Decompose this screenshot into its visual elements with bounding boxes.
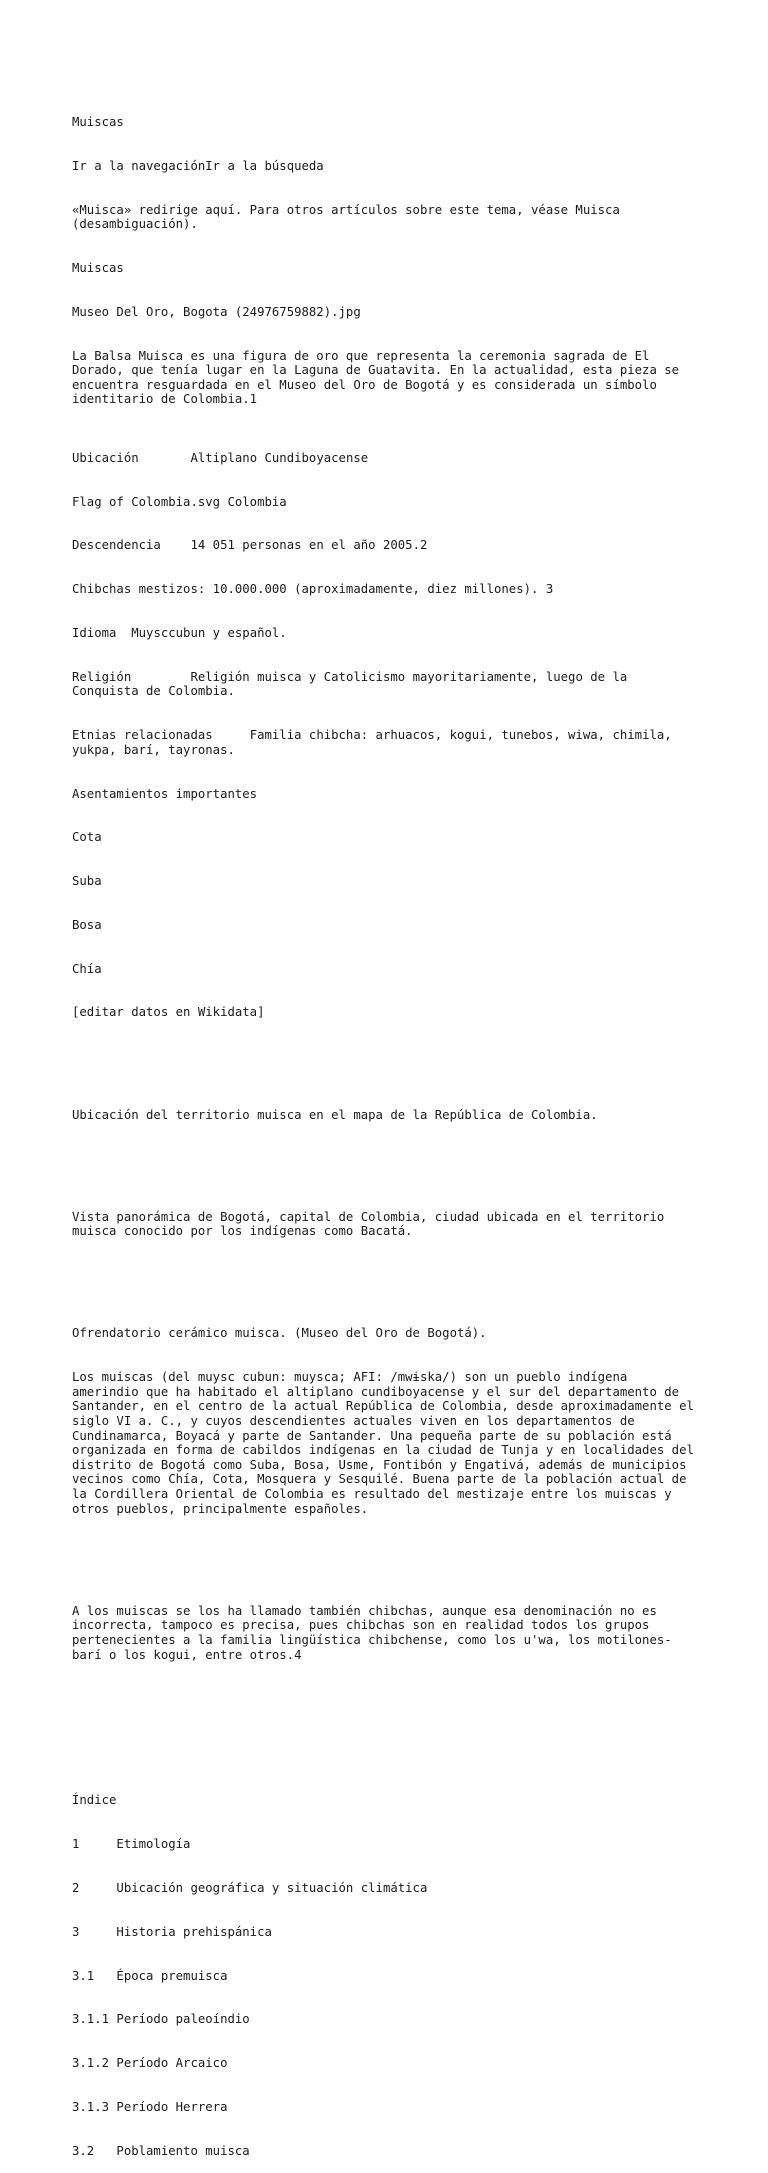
caption-map: Ubicación del territorio muisca en el mapa de la República de Colombia.: [72, 1107, 598, 1122]
toc-item[interactable]: 3.2 Poblamiento muisca: [72, 2143, 250, 2158]
toc-item[interactable]: 2 Ubicación geográfica y situación climática: [72, 1881, 428, 1896]
infobox-religion: Religión Religión muisca y Catolicismo mayoritariamente, luego de la Conquista de Colombia.: [72, 669, 635, 699]
settlement-item: Bosa: [72, 917, 102, 932]
infobox-asentamientos-label: Asentamientos importantes: [72, 786, 258, 801]
caption-bogota: Vista panorámica de Bogotá, capital de Colombia, ciudad ubicada en el territorio muisca conocido por los indígenas como Bacatá.: [72, 1209, 672, 1239]
toc-item[interactable]: 3.1 Época premuisca: [72, 1968, 228, 1983]
infobox-ubicacion: Ubicación Altiplano Cundiboyacense: [72, 450, 369, 465]
skip-links[interactable]: Ir a la navegaciónIr a la búsqueda: [72, 158, 324, 173]
image-caption: La Balsa Muisca es una figura de oro que representa la ceremonia sagrada de El Dorado, que tenía lugar en la Laguna de Guatavita. En la actualidad, esta pieza se encuentra resguardada en el Museo del Oro de Bogotá y es considerada un símbolo identitario de Colombia.1: [72, 348, 687, 407]
settlement-item: Cota: [72, 830, 102, 845]
toc-item[interactable]: 3.1.2 Período Arcaico: [72, 2056, 228, 2071]
infobox-title: Muiscas: [72, 261, 124, 276]
infobox-flag: Flag of Colombia.svg Colombia: [72, 494, 287, 509]
infobox-etnias: Etnias relacionadas Familia chibcha: arhuacos, kogui, tunebos, wiwa, chimila, yukpa, barí, tayronas.: [72, 728, 680, 757]
toc-item[interactable]: 3.1.1 Período paleoíndio: [72, 2012, 250, 2027]
chibchas-paragraph: A los muiscas se los ha llamado también chibchas, aunque esa denominación no es incorrecta, tampoco es precisa, pues chibchas son en realidad todos los grupos pertenecientes a la familia lingüística chibchense, como los u'wa, los motilones-barí o los kogui, entre otros.4: [72, 1603, 672, 1662]
page-title: Muiscas: [72, 115, 124, 130]
infobox-descendencia: Descendencia 14 051 personas en el año 2005.2: [72, 538, 428, 553]
caption-ofrendatorio: Ofrendatorio cerámico muisca. (Museo del Oro de Bogotá).: [72, 1326, 487, 1341]
document-body: [72, 86, 702, 2173]
toc-item[interactable]: 3 Historia prehispánica: [72, 1924, 272, 1939]
edit-wikidata-link[interactable]: [editar datos en Wikidata]: [72, 1005, 265, 1020]
image-filename[interactable]: Museo Del Oro, Bogota (24976759882).jpg: [72, 304, 361, 319]
infobox-idioma: Idioma Muysccubun y español.: [72, 625, 287, 640]
intro-paragraph: Los muiscas (del muysc cubun: muysca; AFI: /mwɨska/) son un pueblo indígena amerindio que ha habitado el altiplano cundiboyacense y el sur del departamento de Santander, en el centro de la actual República de Colombia, desde aproximadamente el siglo VI a. C., y cuyos descendientes actuales viven en los departamentos de Cundinamarca, Boyacá y parte de Santander. Una pequeña parte de su población está organizada en forma de cabildos indígenas en la ciudad de Tunja y en localidades del distrito de Bogotá como Suba, Bosa, Usme, Fontibón y Engativá, además de municipios vecinos como Chía, Cota, Mosquera y Sesquilé. Buena parte de la población actual de la Cordillera Oriental de Colombia es resultado del mestizaje entre los muiscas y otros pueblos, principalmente españoles.: [72, 1370, 702, 1516]
settlement-item: Chía: [72, 961, 102, 976]
toc-item[interactable]: 3.1.3 Período Herrera: [72, 2099, 228, 2114]
redirect-note: «Muisca» redirige aquí. Para otros artículos sobre este tema, véase Muisca (desambiguación).: [72, 202, 628, 232]
settlement-item: Suba: [72, 874, 102, 889]
toc-title: Índice: [72, 1793, 117, 1808]
toc-item[interactable]: 1 Etimología: [72, 1837, 191, 1852]
infobox-mestizos: Chibchas mestizos: 10.000.000 (aproximadamente, diez millones). 3: [72, 582, 554, 597]
